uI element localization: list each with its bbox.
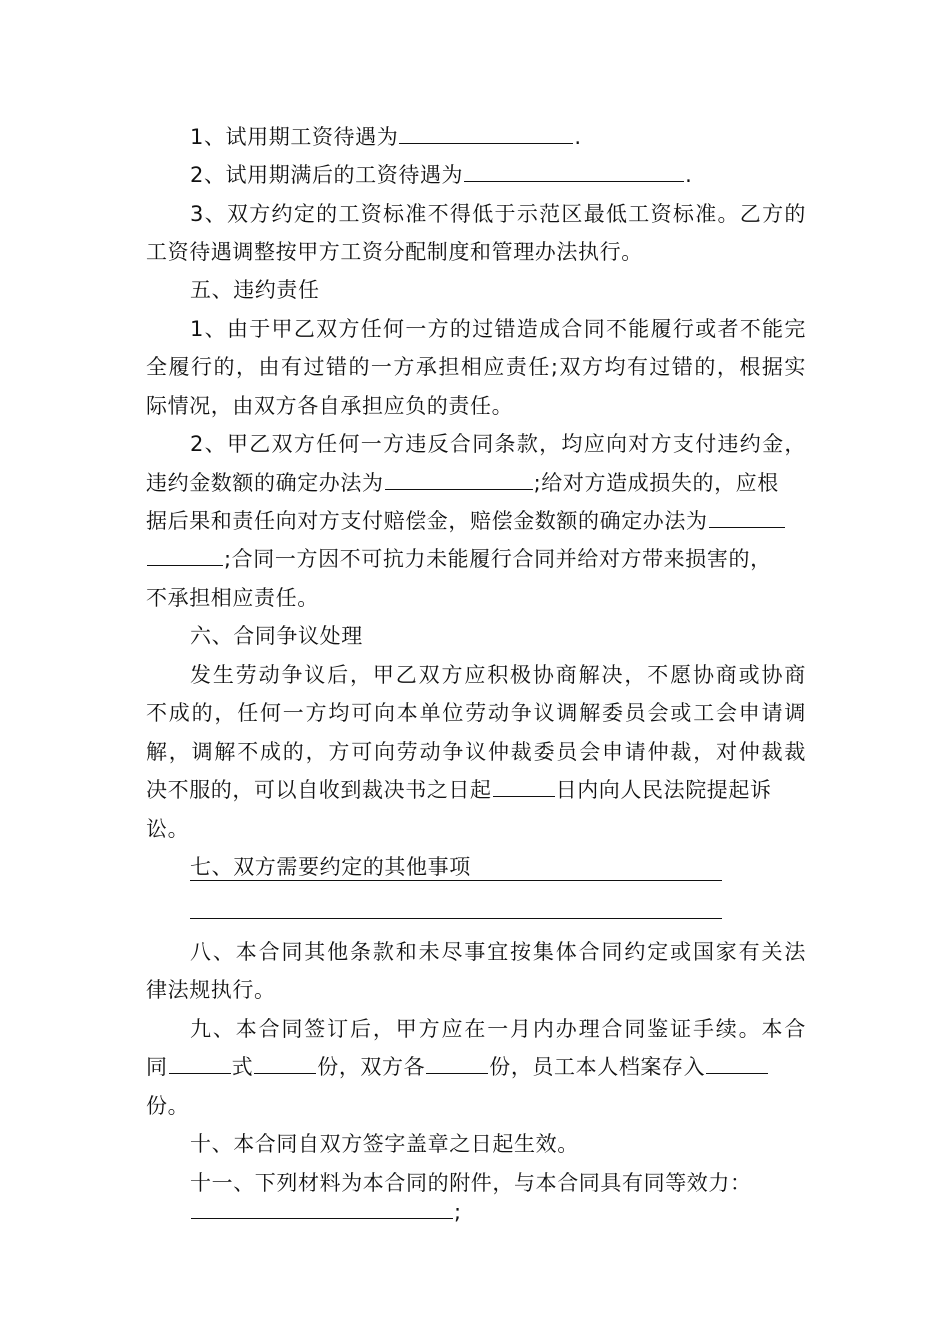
attachment-line bbox=[190, 1195, 462, 1229]
section6-line1: 发生劳动争议后，甲乙双方应积极协商解决，不愿协商或协商 bbox=[190, 663, 806, 687]
section5-item2-line4 bbox=[146, 542, 772, 576]
section5-item2-line1: 2、甲乙双方任何一方违反合同条款，均应向对方支付违约金， bbox=[190, 432, 806, 456]
period: . bbox=[685, 163, 693, 187]
section8-line1: 八、本合同其他条款和未尽事宜按集体合同约定或国家有关法 bbox=[190, 940, 806, 964]
copies-label-d: 份，员工本人档案存入 bbox=[489, 1055, 706, 1079]
compensation-method-label: 据后果和责任向对方支付赔偿金，赔偿金数额的确定办法为 bbox=[146, 509, 708, 533]
appeal-period-label: 决不服的，可以自收到裁决书之日起 bbox=[146, 778, 492, 802]
section5-item2-line5: 不承担相应责任。 bbox=[146, 586, 319, 610]
section9-line1: 九、本合同签订后，甲方应在一月内办理合同鉴证手续。本合 bbox=[190, 1017, 806, 1041]
section6-line3: 解，调解不成的，方可向劳动争议仲裁委员会申请仲裁，对仲裁裁 bbox=[146, 740, 806, 764]
section6-line4 bbox=[146, 773, 772, 807]
compensation-method-blank-a bbox=[709, 505, 785, 528]
copies-blank-3 bbox=[426, 1051, 488, 1074]
section8-line2: 律法规执行。 bbox=[146, 978, 276, 1002]
section9-line3: 份。 bbox=[146, 1094, 190, 1118]
copies-blank-2 bbox=[254, 1051, 316, 1074]
penalty-method-label: 违约金数额的确定办法为 bbox=[146, 471, 384, 495]
appeal-days-blank bbox=[493, 774, 555, 797]
copies-blank-1 bbox=[169, 1051, 231, 1074]
compensation-method-blank-b bbox=[147, 543, 223, 566]
force-majeure-text: ;合同一方因不可抗力未能履行合同并给对方带来损害的， bbox=[224, 547, 772, 571]
section6-heading: 六、合同争议处理 bbox=[190, 624, 363, 648]
copies-label-c: 份，双方各 bbox=[317, 1055, 426, 1079]
after-probation-wage-label: 2、试用期满后的工资待遇为 bbox=[190, 163, 464, 187]
attachment-blank bbox=[191, 1196, 453, 1219]
section6-line5: 讼。 bbox=[146, 817, 190, 841]
min-wage-line-2: 工资待遇调整按甲方工资分配制度和管理办法执行。 bbox=[146, 240, 643, 264]
min-wage-line-1: 3、双方约定的工资标准不得低于示范区最低工资标准。乙方的 bbox=[190, 202, 806, 226]
section11-line: 十一、下列材料为本合同的附件，与本合同具有同等效力： bbox=[190, 1171, 752, 1195]
probation-wage-label: 1、试用期工资待遇为 bbox=[190, 125, 399, 149]
section5-item2-line2 bbox=[146, 466, 779, 500]
section9-line2 bbox=[146, 1050, 769, 1084]
section7-heading: 七、双方需要约定的其他事项 bbox=[190, 855, 471, 879]
attachment-semicolon: ; bbox=[454, 1200, 462, 1224]
period: . bbox=[574, 125, 582, 149]
section6-line2: 不成的，任何一方均可向本单位劳动争议调解委员会或工会申请调 bbox=[146, 701, 806, 725]
section10-line: 十、本合同自双方签字盖章之日起生效。 bbox=[190, 1132, 579, 1156]
penalty-method-tail: ;给对方造成损失的，应根 bbox=[533, 471, 779, 495]
section5-item2-line3 bbox=[146, 504, 786, 538]
section5-item1-line1: 1、由于甲乙双方任何一方的过错造成合同不能履行或者不能完 bbox=[190, 317, 806, 341]
after-probation-wage-blank bbox=[464, 159, 684, 182]
probation-wage-blank bbox=[399, 121, 573, 144]
copies-label-a: 同 bbox=[146, 1055, 168, 1079]
other-matters-blank-line-2 bbox=[190, 918, 722, 919]
copies-label-b: 式 bbox=[231, 1055, 254, 1079]
after-probation-wage-line bbox=[190, 158, 692, 192]
section5-item1-line2: 全履行的，由有过错的一方承担相应责任;双方均有过错的，根据实 bbox=[146, 355, 806, 379]
appeal-period-tail: 日内向人民法院提起诉 bbox=[555, 778, 772, 802]
other-matters-blank-line-1 bbox=[190, 880, 722, 881]
penalty-method-blank bbox=[385, 467, 533, 490]
copies-blank-4 bbox=[706, 1051, 768, 1074]
probation-wage-line bbox=[190, 120, 582, 154]
section5-item1-line3: 际情况，由双方各自承担应负的责任。 bbox=[146, 394, 514, 418]
section5-heading: 五、违约责任 bbox=[190, 278, 320, 302]
